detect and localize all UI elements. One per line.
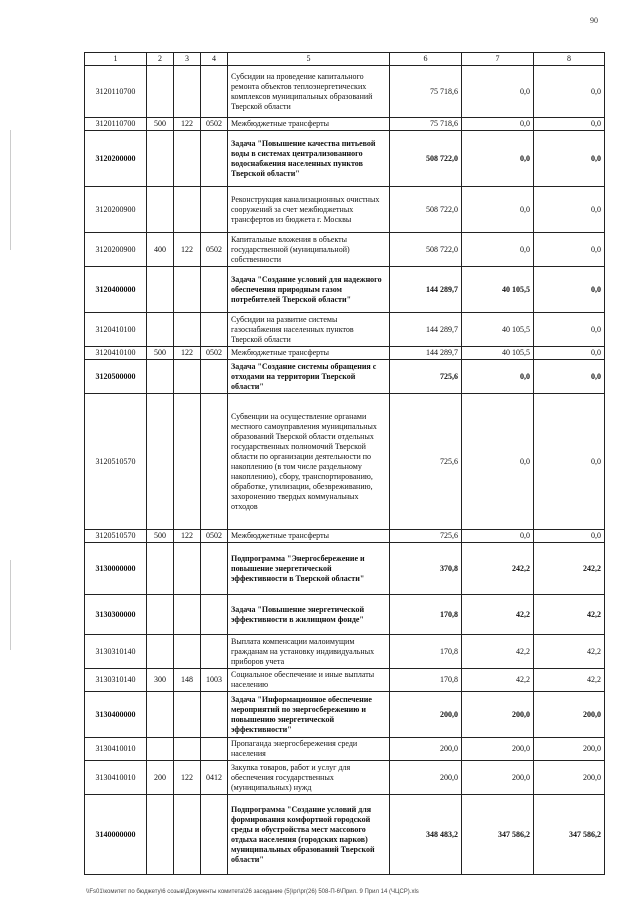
file-path-footer: \\Fs01\комитет по бюджету\6 созыв\Документы комитета\26 заседание (5)\рг\рг(26) 508-П-6\Прил. 9 Прил 14 (ЧЦСР).xls bbox=[86, 889, 419, 895]
row-value-6: 170,8 bbox=[390, 635, 462, 669]
table-row bbox=[85, 66, 605, 118]
row-admin bbox=[174, 267, 201, 313]
row-name: Пропаганда энергосбережения среди населения bbox=[228, 738, 390, 761]
table-row bbox=[85, 187, 605, 233]
row-admin bbox=[174, 394, 201, 530]
table-row bbox=[85, 635, 605, 669]
column-header-4: 4 bbox=[201, 53, 228, 66]
row-value-8: 0,0 bbox=[534, 394, 605, 530]
row-code: 3140000000 bbox=[85, 795, 147, 875]
row-name: Задача "Создание условий для надежного обеспечения природным газом потребителей Тверской области" bbox=[228, 267, 390, 313]
row-value-7: 0,0 bbox=[462, 394, 534, 530]
row-value-8: 0,0 bbox=[534, 131, 605, 187]
row-value-8: 0,0 bbox=[534, 347, 605, 360]
row-value-6: 200,0 bbox=[390, 738, 462, 761]
row-vr bbox=[147, 635, 174, 669]
scan-edge-mark bbox=[10, 560, 11, 650]
row-vr: 400 bbox=[147, 233, 174, 267]
column-header-1: 1 bbox=[85, 53, 147, 66]
row-value-7: 42,2 bbox=[462, 635, 534, 669]
table-row bbox=[85, 118, 605, 131]
row-section: 0412 bbox=[201, 761, 228, 795]
row-code: 3130000000 bbox=[85, 543, 147, 595]
row-admin: 122 bbox=[174, 118, 201, 131]
row-value-8: 0,0 bbox=[534, 118, 605, 131]
row-vr bbox=[147, 692, 174, 738]
row-value-6: 725,6 bbox=[390, 530, 462, 543]
table-row bbox=[85, 267, 605, 313]
table-row bbox=[85, 669, 605, 692]
row-value-8: 200,0 bbox=[534, 761, 605, 795]
table-row bbox=[85, 595, 605, 635]
table-row bbox=[85, 543, 605, 595]
row-admin: 148 bbox=[174, 669, 201, 692]
row-value-7: 40 105,5 bbox=[462, 267, 534, 313]
row-value-6: 200,0 bbox=[390, 761, 462, 795]
row-vr bbox=[147, 313, 174, 347]
row-section: 0502 bbox=[201, 233, 228, 267]
row-value-6: 144 289,7 bbox=[390, 267, 462, 313]
scan-edge-mark bbox=[10, 130, 11, 250]
row-vr bbox=[147, 394, 174, 530]
row-value-6: 170,8 bbox=[390, 595, 462, 635]
row-value-8: 0,0 bbox=[534, 267, 605, 313]
row-value-7: 0,0 bbox=[462, 131, 534, 187]
row-vr: 200 bbox=[147, 761, 174, 795]
row-value-6: 200,0 bbox=[390, 692, 462, 738]
column-header-5: 5 bbox=[228, 53, 390, 66]
row-name: Подпрограмма "Создание условий для формирования комфортной городской среды и обустройства мест массового отдыха населения (городских парков) муниципальных образований Тверской области" bbox=[228, 795, 390, 875]
row-code: 3120200900 bbox=[85, 233, 147, 267]
row-value-7: 0,0 bbox=[462, 118, 534, 131]
row-value-7: 0,0 bbox=[462, 233, 534, 267]
row-value-6: 75 718,6 bbox=[390, 66, 462, 118]
row-code: 3130300000 bbox=[85, 595, 147, 635]
row-code: 3120400000 bbox=[85, 267, 147, 313]
row-value-8: 42,2 bbox=[534, 669, 605, 692]
row-name: Капитальные вложения в объекты государственной (муниципальной) собственности bbox=[228, 233, 390, 267]
row-section bbox=[201, 394, 228, 530]
row-value-8: 0,0 bbox=[534, 313, 605, 347]
column-header-8: 8 bbox=[534, 53, 605, 66]
row-value-7: 0,0 bbox=[462, 66, 534, 118]
row-code: 3120110700 bbox=[85, 66, 147, 118]
column-header-2: 2 bbox=[147, 53, 174, 66]
row-section bbox=[201, 595, 228, 635]
row-value-8: 0,0 bbox=[534, 66, 605, 118]
row-admin bbox=[174, 313, 201, 347]
row-code: 3120410100 bbox=[85, 313, 147, 347]
row-section bbox=[201, 738, 228, 761]
table-row bbox=[85, 360, 605, 394]
row-value-6: 508 722,0 bbox=[390, 233, 462, 267]
table-row bbox=[85, 347, 605, 360]
table-row bbox=[85, 394, 605, 530]
table-row bbox=[85, 738, 605, 761]
row-value-8: 42,2 bbox=[534, 595, 605, 635]
row-admin bbox=[174, 543, 201, 595]
row-value-6: 348 483,2 bbox=[390, 795, 462, 875]
row-code: 3130310140 bbox=[85, 635, 147, 669]
row-section bbox=[201, 543, 228, 595]
column-header-6: 6 bbox=[390, 53, 462, 66]
table-row bbox=[85, 233, 605, 267]
row-section bbox=[201, 313, 228, 347]
row-code: 3120200900 bbox=[85, 187, 147, 233]
table-row bbox=[85, 131, 605, 187]
row-vr: 500 bbox=[147, 347, 174, 360]
row-value-7: 40 105,5 bbox=[462, 313, 534, 347]
row-value-7: 42,2 bbox=[462, 669, 534, 692]
header-row bbox=[85, 53, 605, 66]
row-section bbox=[201, 795, 228, 875]
row-value-8: 0,0 bbox=[534, 233, 605, 267]
row-vr bbox=[147, 795, 174, 875]
row-name: Задача "Информационное обеспечение мероприятий по энергосбережению и повышению энергетической эффективности" bbox=[228, 692, 390, 738]
row-value-8: 200,0 bbox=[534, 692, 605, 738]
table-row bbox=[85, 530, 605, 543]
row-code: 3130410010 bbox=[85, 761, 147, 795]
table-body bbox=[85, 66, 605, 875]
row-code: 3120110700 bbox=[85, 118, 147, 131]
row-admin bbox=[174, 131, 201, 187]
row-vr bbox=[147, 187, 174, 233]
column-header-3: 3 bbox=[174, 53, 201, 66]
row-value-8: 200,0 bbox=[534, 738, 605, 761]
row-admin bbox=[174, 66, 201, 118]
row-section bbox=[201, 635, 228, 669]
row-admin bbox=[174, 635, 201, 669]
row-section: 1003 bbox=[201, 669, 228, 692]
row-value-7: 347 586,2 bbox=[462, 795, 534, 875]
row-admin bbox=[174, 692, 201, 738]
row-value-6: 725,6 bbox=[390, 360, 462, 394]
page-number: 90 bbox=[590, 16, 598, 25]
row-value-7: 200,0 bbox=[462, 761, 534, 795]
row-code: 3120510570 bbox=[85, 530, 147, 543]
row-code: 3130400000 bbox=[85, 692, 147, 738]
row-name: Субсидии на развитие системы газоснабжения населенных пунктов Тверской области bbox=[228, 313, 390, 347]
row-vr bbox=[147, 543, 174, 595]
row-section: 0502 bbox=[201, 530, 228, 543]
row-value-6: 370,8 bbox=[390, 543, 462, 595]
row-name: Субсидии на проведение капитального ремонта объектов теплоэнергетических комплексов муниципальных образований Тверской области bbox=[228, 66, 390, 118]
row-value-7: 40 105,5 bbox=[462, 347, 534, 360]
row-value-6: 144 289,7 bbox=[390, 347, 462, 360]
row-code: 3120200000 bbox=[85, 131, 147, 187]
row-value-6: 75 718,6 bbox=[390, 118, 462, 131]
row-name: Межбюджетные трансферты bbox=[228, 118, 390, 131]
row-name: Задача "Создание системы обращения с отходами на территории Тверской области" bbox=[228, 360, 390, 394]
row-vr bbox=[147, 595, 174, 635]
row-value-7: 0,0 bbox=[462, 360, 534, 394]
row-name: Задача "Повышение энергетической эффективности в жилищном фонде" bbox=[228, 595, 390, 635]
row-value-6: 508 722,0 bbox=[390, 187, 462, 233]
row-name: Закупка товаров, работ и услуг для обеспечения государственных (муниципальных) нужд bbox=[228, 761, 390, 795]
row-section bbox=[201, 66, 228, 118]
row-vr bbox=[147, 738, 174, 761]
table-row bbox=[85, 692, 605, 738]
row-admin: 122 bbox=[174, 347, 201, 360]
table-row bbox=[85, 795, 605, 875]
budget-table bbox=[84, 52, 605, 875]
row-code: 3120510570 bbox=[85, 394, 147, 530]
column-header-7: 7 bbox=[462, 53, 534, 66]
row-admin: 122 bbox=[174, 530, 201, 543]
row-vr bbox=[147, 66, 174, 118]
table-row bbox=[85, 313, 605, 347]
row-name: Выплата компенсации малоимущим гражданам на установку индивидуальных приборов учета bbox=[228, 635, 390, 669]
row-value-8: 242,2 bbox=[534, 543, 605, 595]
row-value-8: 0,0 bbox=[534, 530, 605, 543]
row-value-7: 0,0 bbox=[462, 530, 534, 543]
row-section: 0502 bbox=[201, 347, 228, 360]
row-name: Социальное обеспечение и иные выплаты населению bbox=[228, 669, 390, 692]
row-value-7: 0,0 bbox=[462, 187, 534, 233]
row-name: Задача "Повышение качества питьевой воды в системах централизованного водоснабжения населенных пунктов Тверской области" bbox=[228, 131, 390, 187]
row-section bbox=[201, 267, 228, 313]
row-value-7: 200,0 bbox=[462, 738, 534, 761]
row-name: Реконструкция канализационных очистных сооружений за счет межбюджетных трансфертов из бюджета г. Москвы bbox=[228, 187, 390, 233]
row-name: Подпрограмма "Энергосбережение и повышение энергетической эффективности в Тверской области" bbox=[228, 543, 390, 595]
row-admin bbox=[174, 187, 201, 233]
row-code: 3130410010 bbox=[85, 738, 147, 761]
row-value-8: 42,2 bbox=[534, 635, 605, 669]
row-value-8: 0,0 bbox=[534, 187, 605, 233]
row-admin: 122 bbox=[174, 761, 201, 795]
row-section bbox=[201, 692, 228, 738]
row-value-6: 508 722,0 bbox=[390, 131, 462, 187]
row-vr bbox=[147, 131, 174, 187]
row-vr bbox=[147, 360, 174, 394]
row-section bbox=[201, 360, 228, 394]
row-vr: 300 bbox=[147, 669, 174, 692]
row-section bbox=[201, 187, 228, 233]
row-admin bbox=[174, 795, 201, 875]
row-value-7: 42,2 bbox=[462, 595, 534, 635]
row-admin bbox=[174, 595, 201, 635]
row-name: Межбюджетные трансферты bbox=[228, 530, 390, 543]
row-admin bbox=[174, 360, 201, 394]
row-admin: 122 bbox=[174, 233, 201, 267]
row-section: 0502 bbox=[201, 118, 228, 131]
row-name: Субвенции на осуществление органами местного самоуправления муниципальных образований Тверской области отдельных государственных полномочий Тверской области по организации деятельности по накоплению (в том числе раздельному накоплению), сбору, транспортированию, обработке, утилизации, обезвреживанию, захоронению твердых коммунальных отходов bbox=[228, 394, 390, 530]
row-value-7: 200,0 bbox=[462, 692, 534, 738]
row-value-8: 347 586,2 bbox=[534, 795, 605, 875]
row-vr bbox=[147, 267, 174, 313]
row-value-8: 0,0 bbox=[534, 360, 605, 394]
row-code: 3130310140 bbox=[85, 669, 147, 692]
row-name: Межбюджетные трансферты bbox=[228, 347, 390, 360]
row-value-6: 170,8 bbox=[390, 669, 462, 692]
row-code: 3120410100 bbox=[85, 347, 147, 360]
row-admin bbox=[174, 738, 201, 761]
row-vr: 500 bbox=[147, 530, 174, 543]
row-code: 3120500000 bbox=[85, 360, 147, 394]
table-row bbox=[85, 761, 605, 795]
row-value-6: 144 289,7 bbox=[390, 313, 462, 347]
row-value-7: 242,2 bbox=[462, 543, 534, 595]
row-section bbox=[201, 131, 228, 187]
row-value-6: 725,6 bbox=[390, 394, 462, 530]
row-vr: 500 bbox=[147, 118, 174, 131]
